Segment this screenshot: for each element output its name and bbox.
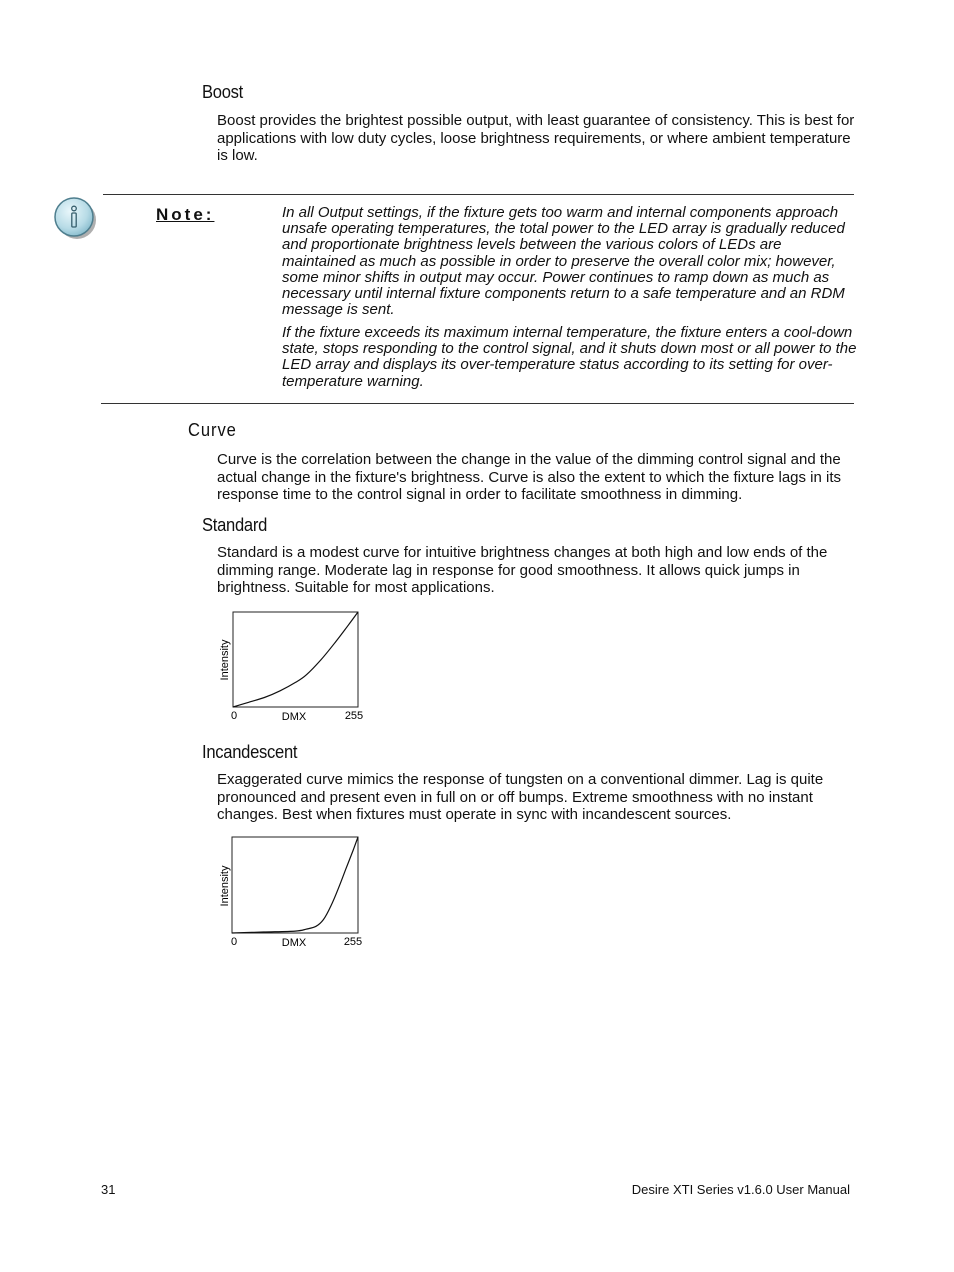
note-top-rule [103,194,854,195]
note-label: Note: [156,205,215,224]
note-paragraph-2: If the fixture exceeds its maximum internal temperature, the fixture enters a cool-down state, stops responding to the control signal, and it shuts down most or all power to the LED array and displays its over-temperature status according to its setting for over-temperature warning. [282,324,857,390]
note-bottom-rule [101,403,854,404]
x-axis-label: DMX [281,711,307,723]
incandescent-curve-line [232,837,358,933]
x-tick-max: 255 [344,710,364,722]
plot-frame [233,612,358,707]
standard-paragraph: Standard is a modest curve for intuitive brightness changes at both high and low ends of the dimming range. Moderate lag in response for good smoothness. It allows quick jumps in brightness. Suitable for most applications. [217,544,828,596]
standard-curve-svg [214,608,374,726]
incandescent-curve-svg [214,834,374,952]
x-tick-min: 0 [230,936,238,948]
note-paragraph-1: In all Output settings, if the fixture gets too warm and internal components approach unsafe operating temperatures, the total power to the LED array is gradually reduced and proportionate brightness levels between the various colors of LEDs are maintained as much as possible in order to preserve the overall color mix; however, some minor shifts in output may occur. Power continues to ramp down as much as necessary until internal fixture components return to a safe temperature and an RDM message is sent. [282,204,845,319]
standard-curve-chart [214,608,374,726]
page-number: 31 [101,1182,116,1197]
standard-curve-line [233,612,358,707]
boost-paragraph: Boost provides the brightest possible output, with least guarantee of consistency. This is best for applications with low duty cycles, loose brightness requirements, or where ambient temperature is low. [217,112,855,164]
boost-heading: Boost [202,82,243,102]
x-tick-max: 255 [343,936,363,948]
incandescent-paragraph: Exaggerated curve mimics the response of tungsten on a conventional dimmer. Lag is quite pronounced and present even in full on or off bumps. Extreme smoothness with no instant changes. Best when fixtures must operate in sync with incandescent sources. [217,771,824,823]
x-tick-min: 0 [230,710,238,722]
curve-heading: Curve [188,420,237,440]
incandescent-heading: Incandescent [202,742,298,762]
y-axis-label: Intensity [219,865,231,907]
x-axis-label: DMX [281,937,307,949]
incandescent-curve-chart [214,834,374,952]
standard-heading: Standard [202,515,268,535]
manual-title: Desire XTI Series v1.6.0 User Manual [631,1182,850,1197]
y-axis-label: Intensity [219,639,231,681]
curve-paragraph: Curve is the correlation between the change in the value of the dimming control signal and the actual change in the fixture's brightness. Curve is also the extent to which the fixture lags in its response time to the control signal in order to facilitate smoothness in dimming. [217,451,842,503]
info-icon [52,196,100,244]
